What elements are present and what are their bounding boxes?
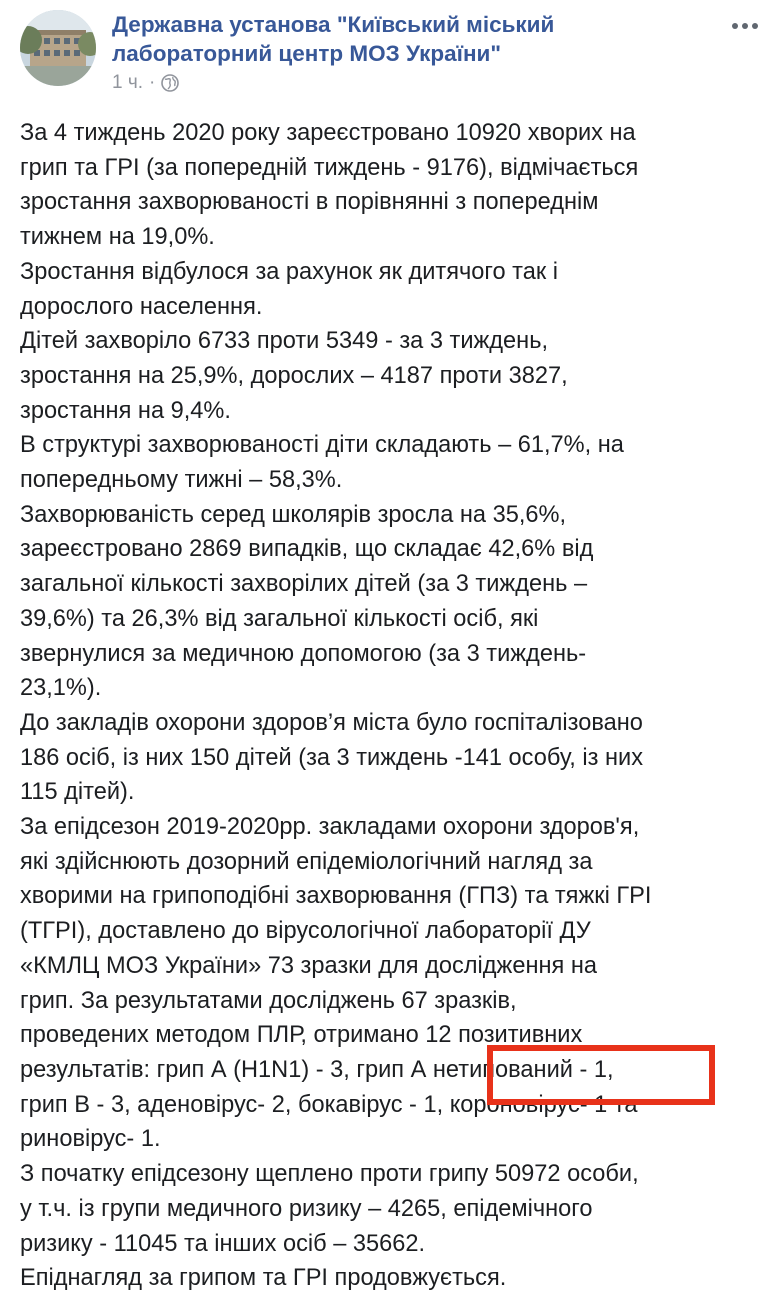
post-paragraph: В структурі захворюваності діти складають – 61,7%, на попередньому тижні – 58,3%. [20,432,624,494]
more-icon[interactable] [730,16,760,36]
meta-separator: · [149,72,156,93]
post-paragraph: Дітей захворіло 6733 проти 5349 - за 3 тиждень, зростання на 25,9%, дорослих – 4187 проти 3827, зростання на 9,4%. [20,328,568,424]
post-paragraph: Захворюваність серед школярів зросла на 35,6%, зареєстровано 2869 випадків, що складає 42,6% від загальної кількості захворілих дітей (за 3 тиждень – 39,6%) та 26,3% від загальної кількості осіб, які звернулися за медичною допомогою (за 3 тиждень- 23,1%). [20,501,594,702]
post-body [20,116,762,1296]
globe-icon [161,74,179,92]
post-meta [112,72,179,94]
avatar[interactable] [20,10,96,86]
post-paragraph: З початку епідсезону щеплено проти грипу 50972 особи, у т.ч. із групи медичного ризику – 4265, епідемічного ризику - 11045 та інших осіб – 35662. [20,1161,639,1257]
post-paragraph: За 4 тиждень 2020 року зареєстровано 10920 хворих на грип та ГРІ (за попередній тиждень - 9176), відмічається зростання захворюваності в порівнянні з попереднім тижнем на 19,0%. [20,120,639,251]
post-header [20,8,760,100]
building-photo-icon [20,10,96,86]
post-paragraph: За епідсезон 2019-2020рр. закладами охорони здоров'я, які здійснюють дозорний епідеміологічний нагляд за хворими на грипоподібні захворювання (ГПЗ) та тяжкі ГРІ (ТГРІ), доставлено до вірусологічної лабораторії ДУ «КМЛЦ МОЗ України» 73 зразки для дослідження на грип. За результатами досліджень 67 зразків, проведених методом ПЛР, отримано 12 позитивних результатів: грип А (H1N1) - 3, грип А нетипований - 1, грип В - 3, аденовірус- 2, бокавірус - 1, короновірус- 1 та риновірус- 1. [20,814,652,1153]
post-paragraph: До закладів охорони здоров’я міста було госпіталізовано 186 осіб, із них 150 дітей (за 3 тиждень -141 особу, із них 115 дітей). [20,709,644,806]
page-name-link[interactable]: Державна установа "Київський міський лабораторний центр МОЗ України" [112,12,555,66]
post-paragraph: Зростання відбулося за рахунок як дитячого так і дорослого населення. [20,258,558,320]
post-timestamp[interactable]: 1 ч. [112,72,144,93]
post-paragraph: Епіднагляд за грипом та ГРІ продовжується. [20,1265,507,1292]
